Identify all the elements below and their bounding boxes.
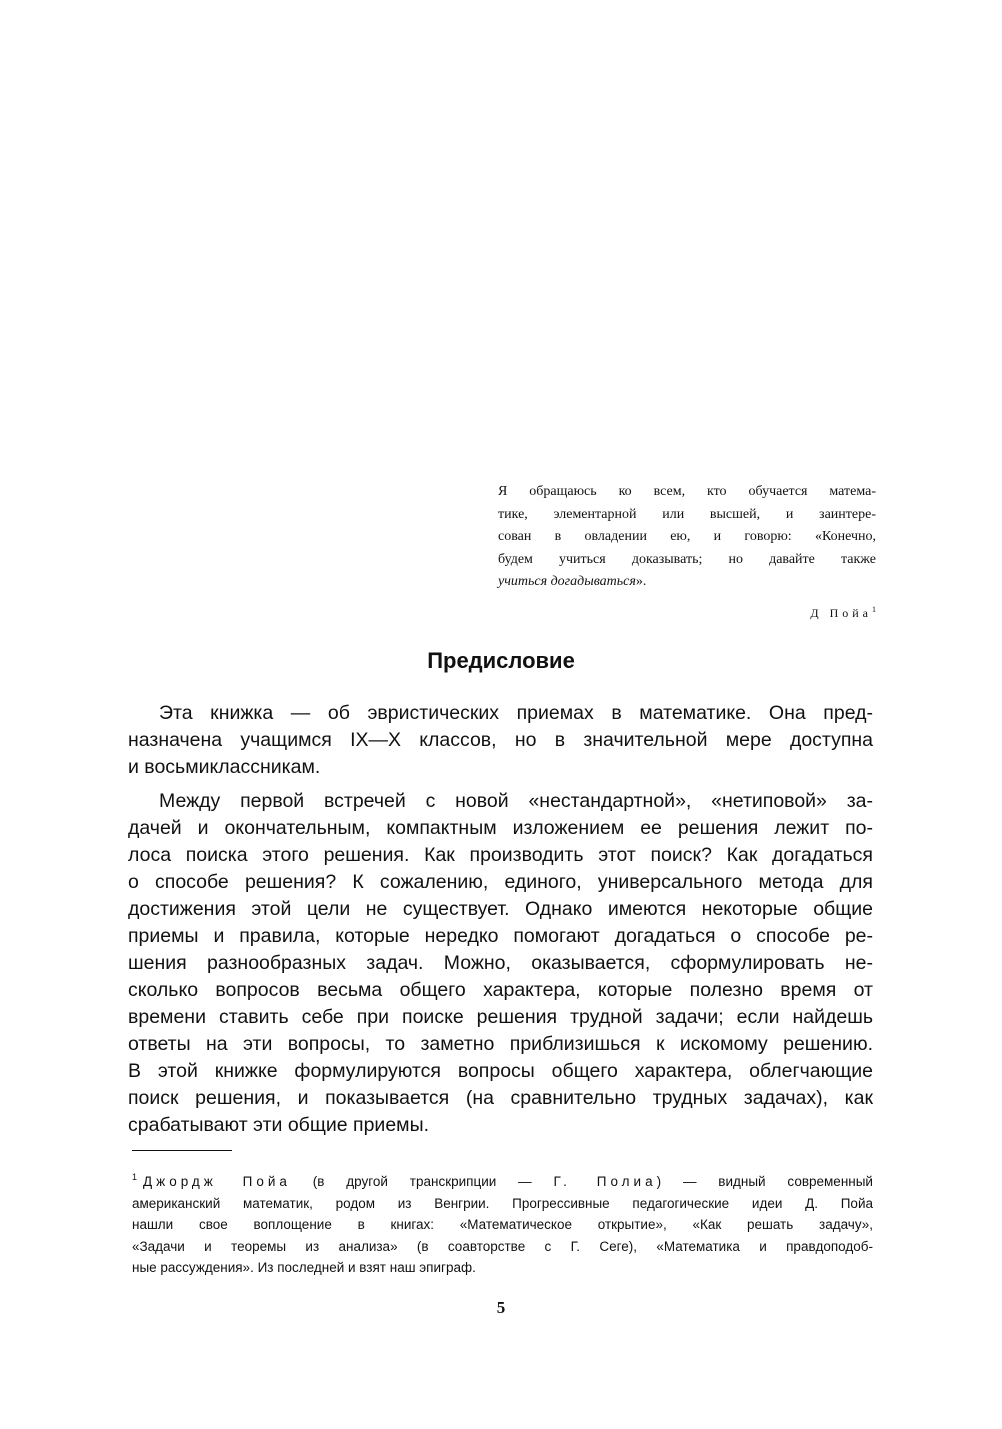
page-number: 5 bbox=[496, 1298, 506, 1317]
footnote-divider bbox=[132, 1150, 232, 1151]
paragraph-line: ответы на эти вопросы, то заметно приблизишься к искомому решению. bbox=[128, 1033, 873, 1055]
paragraph-line: и восьмиклассникам. bbox=[128, 756, 321, 778]
paragraph-line: дачей и окончательным, компактным изложением ее решения лежит по- bbox=[128, 817, 873, 839]
paragraph-line: Между первой встречей с новой «нестандартной», «нетиповой» за- bbox=[159, 790, 873, 812]
paragraph-line: сколько вопросов весьма общего характера, которые полезно время от bbox=[128, 979, 873, 1001]
epigraph-line: Я обращаюсь ко всем, кто обучается матема- bbox=[498, 484, 876, 499]
paragraph-line: поиск решения, и показывается (на сравнительно трудных задачах), как bbox=[128, 1087, 873, 1109]
epigraph-author-name: Д Пойа bbox=[810, 606, 872, 620]
paragraph-line: достижения этой цели не существует. Однако имеются некоторые общие bbox=[128, 898, 873, 920]
section-title: Предисловие bbox=[427, 648, 575, 673]
footnote-line: «Задачи и теоремы из анализа» (в соавторстве с Г. Сеге), «Математика и правдоподоб- bbox=[132, 1238, 873, 1254]
footnote-line1-a: (в другой транскрипции — bbox=[312, 1174, 532, 1189]
footnote-line: нашли свое воплощение в книгах: «Математическое открытие», «Как решать задачу», bbox=[132, 1217, 873, 1232]
epigraph-line: будем учиться доказывать; но давайте также bbox=[498, 551, 876, 567]
epigraph-footnote-mark: 1 bbox=[872, 605, 876, 614]
paragraph-line: времени ставить себе при поиске решения трудной задачи; если найдешь bbox=[128, 1006, 873, 1028]
epigraph-author bbox=[810, 605, 876, 621]
footnote-line: американский математик, родом из Венгрии. Прогрессивные педагогические идеи Д. Пойа bbox=[132, 1195, 873, 1211]
epigraph-line bbox=[498, 571, 876, 594]
epigraph-line: сован в овладении ею, и говорю: «Конечно, bbox=[498, 529, 876, 544]
epigraph-italic-phrase: учиться догадываться bbox=[498, 574, 636, 589]
paragraph-line: назначена учащимся IX—X классов, но в значительной мере доступна bbox=[128, 729, 873, 751]
paragraph-1 bbox=[128, 700, 873, 781]
paragraph-line: Эта книжка — об эвристических приемах в математике. Она пред- bbox=[159, 702, 873, 724]
footnote-name: Джордж Пойа bbox=[143, 1174, 291, 1189]
paragraph-line: о способе решения? К сожалению, единого, универсального метода для bbox=[128, 871, 873, 893]
body-text bbox=[128, 700, 873, 1146]
epigraph bbox=[498, 481, 876, 594]
footnote-alt-name: Г. Полиа bbox=[553, 1174, 657, 1189]
footnote-line1-b: ) — видный современный bbox=[656, 1174, 873, 1189]
footnote-line: ные рассуждения». Из последней и взят наш эпиграф. bbox=[132, 1260, 476, 1275]
footnote-line bbox=[132, 1171, 873, 1193]
paragraph-line: В этой книжке формулируются вопросы общего характера, облегчающие bbox=[128, 1060, 873, 1082]
epigraph-line-end: ». bbox=[635, 574, 647, 589]
footnote bbox=[132, 1171, 873, 1279]
paragraph-line: шения разнообразных задач. Можно, оказывается, сформулировать не- bbox=[128, 952, 873, 974]
paragraph-line: срабатывают эти общие приемы. bbox=[128, 1114, 430, 1136]
paragraph-line: приемы и правила, которые нередко помогают догадаться о способе ре- bbox=[128, 925, 873, 947]
footnote-mark: 1 bbox=[132, 1172, 138, 1182]
paragraph-line: лоса поиска этого решения. Как производить этот поиск? Как догадаться bbox=[128, 844, 873, 866]
epigraph-line: тике, элементарной или высшей, и заинтере- bbox=[498, 506, 876, 522]
paragraph-2 bbox=[128, 788, 873, 1139]
